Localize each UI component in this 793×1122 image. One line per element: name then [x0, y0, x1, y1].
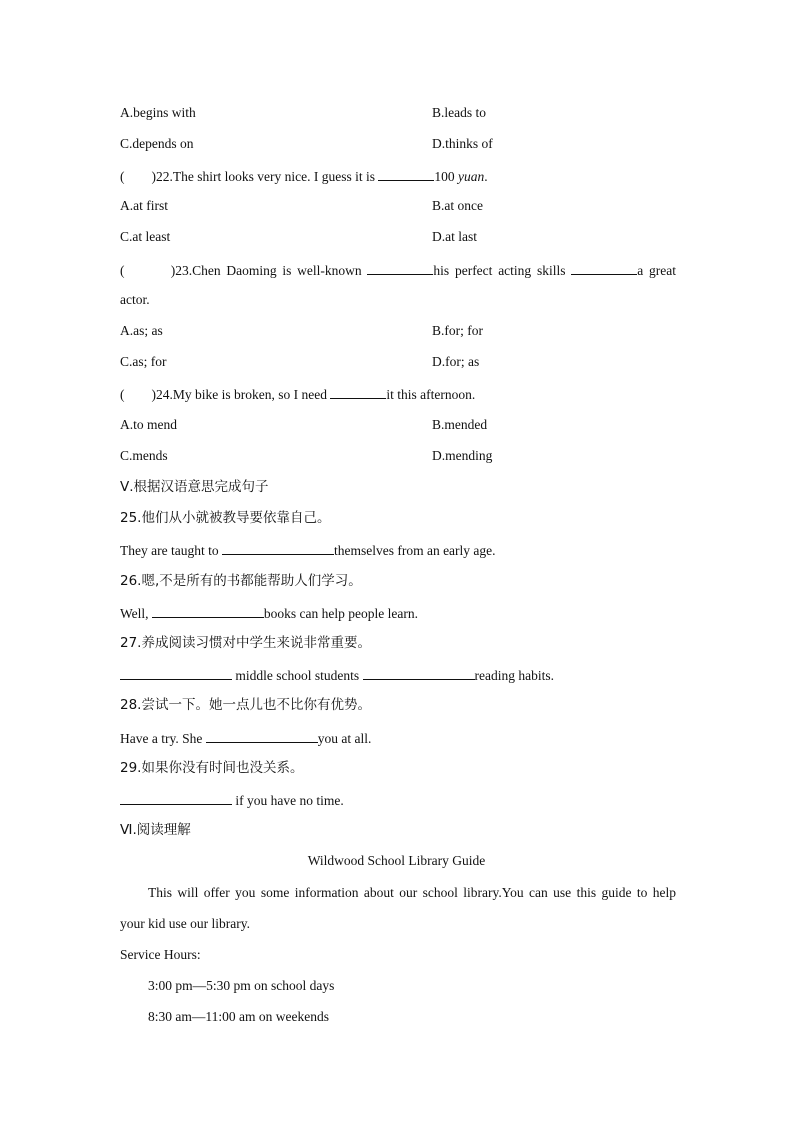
q26-blank	[152, 603, 264, 618]
q23-stem	[120, 260, 676, 280]
q26-prefix: Well,	[120, 606, 149, 621]
q22-option-c: C.at least	[120, 229, 171, 244]
q28-chinese: 28.尝试一下。她一点儿也不比你有优势。	[120, 697, 371, 713]
q22-prefix: ( )22.The shirt looks very nice. I guess it is	[120, 169, 375, 184]
section-5-heading: Ⅴ.根据汉语意思完成句子	[120, 479, 269, 495]
q23-option-a: A.as; as	[120, 323, 163, 338]
q21-option-d: D.thinks of	[432, 136, 493, 151]
passage-intro-line-1: This will offer you some information about our school library.You can use this guide to help	[148, 885, 676, 900]
q29-suffix: if you have no time.	[235, 793, 344, 808]
q23-blank-1	[367, 260, 433, 275]
q27-blank-2	[363, 665, 475, 680]
q24-option-a: A.to mend	[120, 417, 177, 432]
q23-prefix: ( )23.Chen Daoming is well-known	[120, 263, 362, 278]
q24-suffix: it this afternoon.	[386, 387, 476, 402]
q21-option-c: C.depends on	[120, 136, 194, 151]
q24-option-d: D.mending	[432, 448, 493, 463]
q22-suffix: 100	[434, 169, 455, 184]
q25-prefix: They are taught to	[120, 543, 219, 558]
q22-stem	[120, 166, 488, 186]
q24-stem	[120, 384, 475, 404]
q25-english	[120, 540, 496, 560]
q28-suffix: you at all.	[317, 731, 372, 746]
q24-option-b: B.mended	[432, 417, 488, 432]
service-hours-weekends: 8:30 am—11:00 am on weekends	[148, 1009, 329, 1024]
service-hours-school-days: 3:00 pm—5:30 pm on school days	[148, 978, 335, 993]
q27-suffix: reading habits.	[474, 668, 554, 683]
passage-intro-line-2: your kid use our library.	[120, 916, 250, 931]
q21-option-a: A.begins with	[120, 105, 196, 120]
q25-suffix: themselves from an early age.	[333, 543, 496, 558]
q22-option-a: A.at first	[120, 198, 168, 213]
q25-blank	[222, 540, 334, 555]
q27-chinese: 27.养成阅读习惯对中学生来说非常重要。	[120, 635, 371, 651]
q22-blank	[378, 166, 434, 181]
q29-blank	[120, 790, 232, 805]
q23-blank-2	[571, 260, 637, 275]
service-hours-label: Service Hours:	[120, 947, 201, 962]
q28-blank	[206, 728, 318, 743]
q23-option-b: B.for; for	[432, 323, 483, 338]
q22-unit: yuan	[457, 169, 485, 184]
section-6-heading: Ⅵ.阅读理解	[120, 822, 191, 838]
q26-chinese: 26.嗯,不是所有的书都能帮助人们学习。	[120, 573, 362, 589]
q23-middle: his perfect acting skills	[433, 263, 566, 278]
q26-suffix: books can help people learn.	[263, 606, 418, 621]
q24-prefix: ( )24.My bike is broken, so I need	[120, 387, 327, 402]
q24-option-c: C.mends	[120, 448, 168, 463]
q28-english	[120, 728, 371, 748]
q22-end: .	[484, 169, 488, 184]
q27-blank-1	[120, 665, 232, 680]
q28-prefix: Have a try. She	[120, 731, 203, 746]
q23-continuation: actor.	[120, 292, 150, 307]
q23-suffix: a great	[637, 263, 676, 278]
q23-option-d: D.for; as	[432, 354, 480, 369]
q29-english	[120, 790, 344, 810]
q21-option-b: B.leads to	[432, 105, 486, 120]
q26-english	[120, 603, 418, 623]
q22-option-b: B.at once	[432, 198, 483, 213]
q27-middle: middle school students	[235, 668, 360, 683]
q24-blank	[330, 384, 386, 399]
passage-title: Wildwood School Library Guide	[307, 853, 486, 868]
q23-option-c: C.as; for	[120, 354, 167, 369]
q22-option-d: D.at last	[432, 229, 477, 244]
q25-chinese: 25.他们从小就被教导要依靠自己。	[120, 510, 331, 526]
q29-chinese: 29.如果你没有时间也没关系。	[120, 760, 304, 776]
q27-english	[120, 665, 554, 685]
